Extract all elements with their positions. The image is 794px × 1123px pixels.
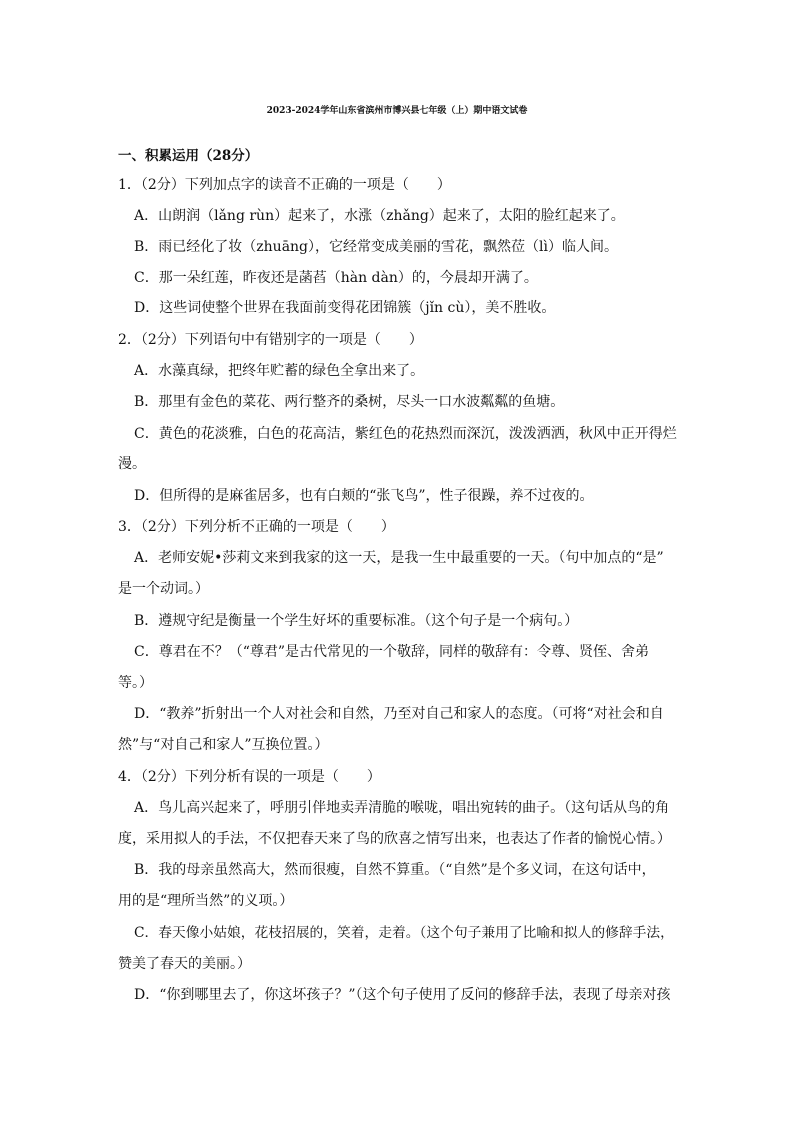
exam-title: 2023-2024学年山东省滨州市博兴县七年级（上）期中语文试卷 xyxy=(266,106,528,116)
question-2-option-c-cont: 漫。 xyxy=(118,456,146,472)
question-3-option-c: C．尊君在不？（“尊君”是古代常见的一个敬辞，同样的敬辞有：令尊、贤侄、舍弟 xyxy=(134,644,650,660)
question-3-option-d-cont: 然”与“对自己和家人”互换位置。） xyxy=(118,737,329,753)
question-4-option-c: C．春天像小姑娘，花枝招展的，笑着，走着。（这个句子兼用了比喻和拟人的修辞手法， xyxy=(134,925,674,941)
question-2-option-c: C．黄色的花淡雅，白色的花高洁，紫红色的花热烈而深沉，泼泼洒洒，秋风中正开得烂 xyxy=(134,426,677,442)
question-4-option-c-cont: 赞美了春天的美丽。） xyxy=(118,956,251,972)
question-4-option-a: A．鸟儿高兴起来了，呼朋引伴地卖弄清脆的喉咙，唱出宛转的曲子。（这句话从鸟的角 xyxy=(134,800,670,816)
question-4-option-b: B．我的母亲虽然高大，然而很瘦，自然不算重。（“自然”是个多义词，在这句话中， xyxy=(134,862,656,878)
question-2-option-a: A．水藻真绿，把终年贮蓄的绿色全拿出来了。 xyxy=(134,363,425,379)
question-4-option-d: D．“你到哪里去了，你这坏孩子？”（这个句子使用了反问的修辞手法，表现了母亲对孩 xyxy=(134,987,671,1003)
question-3-option-a-cont: 是一个动词。） xyxy=(118,581,209,597)
question-2-stem: 2．（2分）下列语句中有错别字的一项是（ ） xyxy=(118,332,423,348)
question-2-option-d: D．但所得的是麻雀居多，也有白颊的“张飞鸟”，性子很躁，养不过夜的。 xyxy=(134,488,594,504)
question-4-stem: 4．（2分）下列分析有误的一项是（ ） xyxy=(118,769,381,785)
question-1-option-a: A．山朗润（lǎng rùn）起来了，水涨（zhǎng）起来了，太阳的脸红起来了。 xyxy=(134,208,625,224)
question-3-stem: 3．（2分）下列分析不正确的一项是（ ） xyxy=(118,519,395,535)
question-4-option-b-cont: 用的是“理所当然”的义项。） xyxy=(118,893,294,909)
question-3-option-b: B．遵规守纪是衡量一个学生好坏的重要标准。（这个句子是一个病句。） xyxy=(134,613,579,629)
question-1-stem: 1．（2分）下列加点字的读音不正确的一项是（ ） xyxy=(118,177,451,193)
section-heading: 一、积累运用（28分） xyxy=(118,148,259,164)
question-3-option-c-cont: 等。） xyxy=(118,675,153,691)
question-1-option-b: B．雨已经化了妆（zhuāng），它经常变成美丽的雪花，飘然莅（lì）临人间。 xyxy=(134,239,618,255)
question-3-option-d: D．“教养”折射出一个人对社会和自然，乃至对自己和家人的态度。（可将“对社会和自 xyxy=(134,706,664,722)
question-4-option-a-cont: 度，采用拟人的手法，不仅把春天来了鸟的欣喜之情写出来，也表达了作者的愉悦心情。） xyxy=(118,831,671,847)
question-1-option-d: D．这些词使整个世界在我面前变得花团锦簇（jǐn cù），美不胜收。 xyxy=(134,300,556,316)
question-3-option-a: A．老师安妮•莎莉文来到我家的这一天，是我一生中最重要的一天。（句中加点的“是” xyxy=(134,550,664,566)
question-2-option-b: B．那里有金色的菜花、两行整齐的桑树，尽头一口水波粼粼的鱼塘。 xyxy=(134,394,565,410)
question-1-option-c: C．那一朵红莲，昨夜还是菡萏（hàn dàn）的，今晨却开满了。 xyxy=(134,270,538,286)
